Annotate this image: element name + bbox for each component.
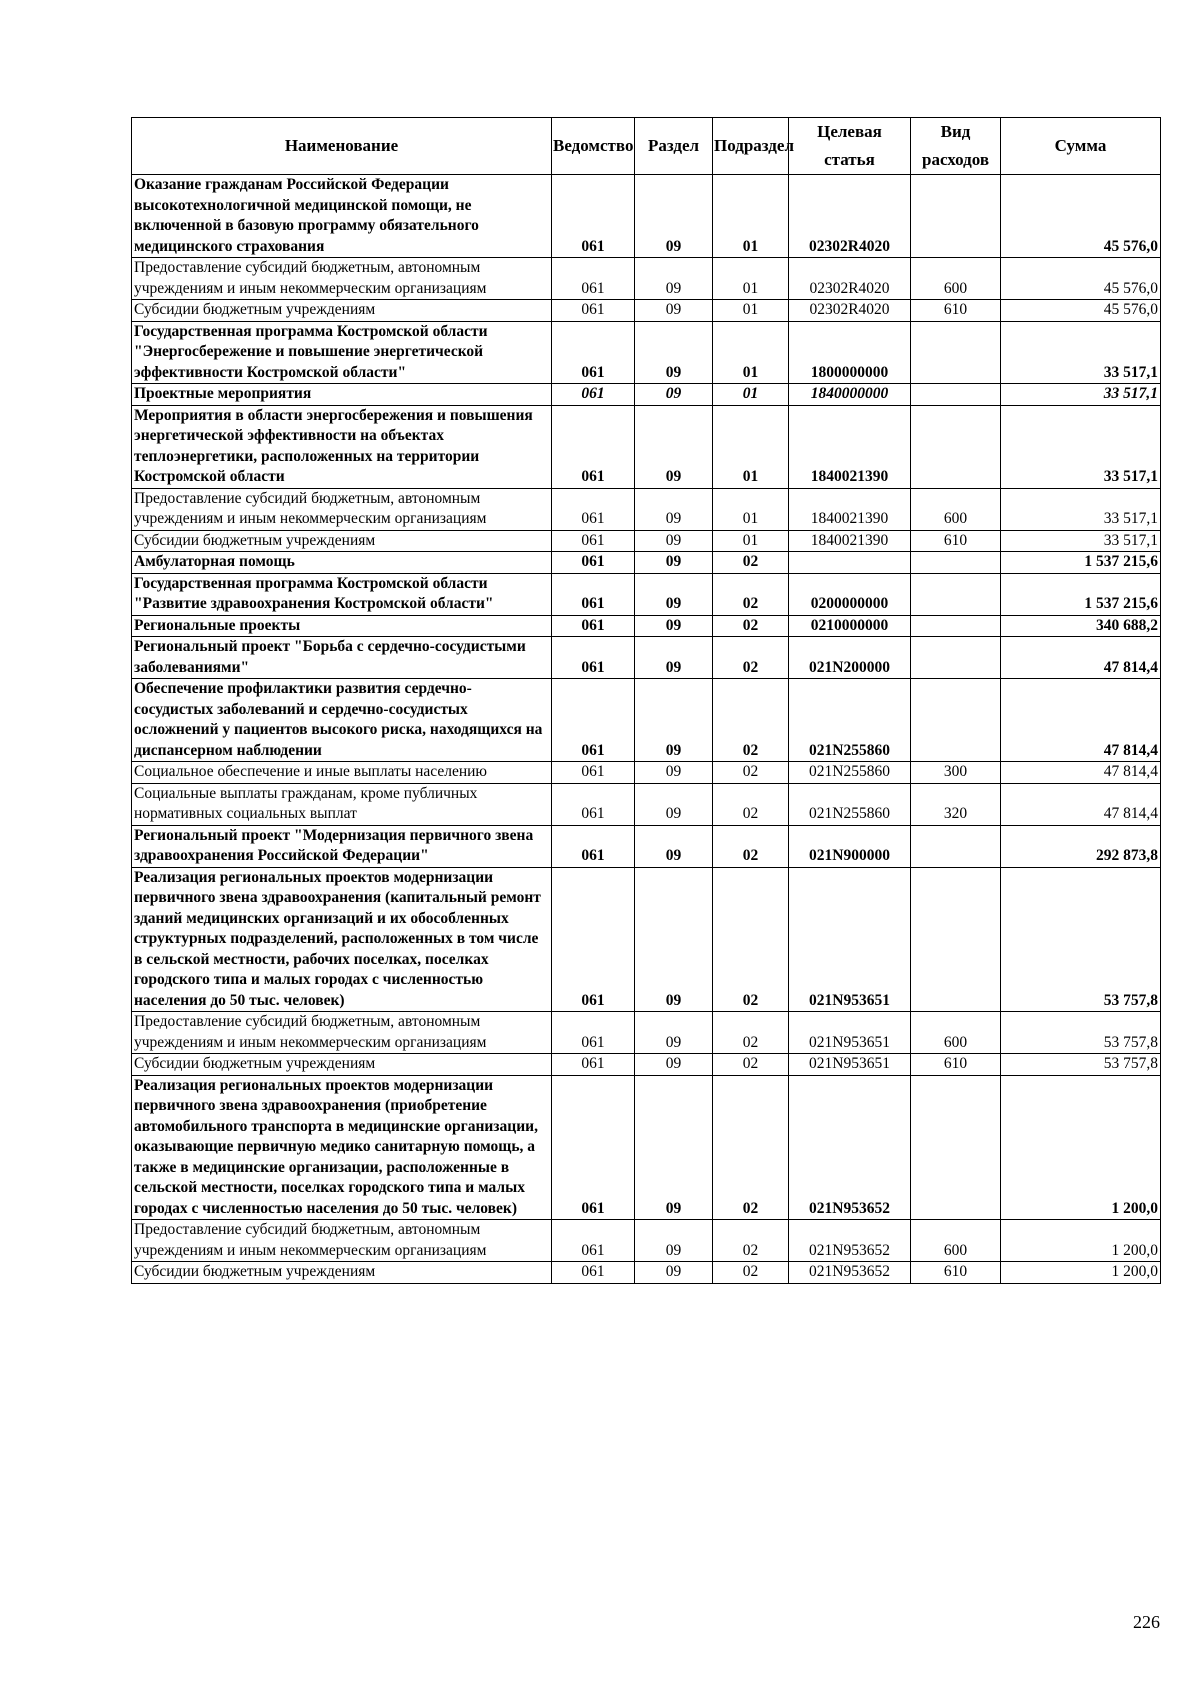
cell-name: Социальное обеспечение и иные выплаты населению — [132, 762, 552, 784]
cell-dept: 061 — [552, 825, 635, 867]
cell-name: Оказание гражданам Российской Федерации высокотехнологичной медицинской помощи, не включенной в базовую программу обязательного медицинского страхования — [132, 175, 552, 258]
cell-subsection: 02 — [713, 1012, 789, 1054]
cell-type — [911, 552, 1001, 574]
cell-name: Социальные выплаты гражданам, кроме публичных нормативных социальных выплат — [132, 783, 552, 825]
cell-type: 600 — [911, 1012, 1001, 1054]
cell-type: 610 — [911, 1262, 1001, 1284]
cell-type — [911, 321, 1001, 384]
table-row — [132, 300, 1161, 322]
cell-dept: 061 — [552, 573, 635, 615]
cell-section: 09 — [635, 530, 713, 552]
cell-sum: 1 200,0 — [1001, 1075, 1161, 1220]
cell-sum: 33 517,1 — [1001, 488, 1161, 530]
cell-subsection: 02 — [713, 1220, 789, 1262]
cell-dept: 061 — [552, 637, 635, 679]
table-row — [132, 405, 1161, 488]
cell-sum: 33 517,1 — [1001, 384, 1161, 406]
cell-target: 0200000000 — [789, 573, 911, 615]
cell-type: 320 — [911, 783, 1001, 825]
cell-subsection: 02 — [713, 1075, 789, 1220]
cell-dept: 061 — [552, 1220, 635, 1262]
table-body — [132, 175, 1161, 1284]
cell-subsection: 02 — [713, 1054, 789, 1076]
cell-dept: 061 — [552, 762, 635, 784]
table-row — [132, 488, 1161, 530]
cell-subsection: 01 — [713, 405, 789, 488]
cell-target: 021N953652 — [789, 1075, 911, 1220]
cell-section: 09 — [635, 679, 713, 762]
cell-dept: 061 — [552, 488, 635, 530]
cell-target: 021N953651 — [789, 1054, 911, 1076]
cell-type — [911, 637, 1001, 679]
cell-target: 021N200000 — [789, 637, 911, 679]
cell-section: 09 — [635, 258, 713, 300]
table-row — [132, 573, 1161, 615]
cell-type — [911, 615, 1001, 637]
cell-section: 09 — [635, 762, 713, 784]
cell-type: 600 — [911, 488, 1001, 530]
cell-type — [911, 679, 1001, 762]
cell-name: Региональный проект "Борьба с сердечно-сосудистыми заболеваниями" — [132, 637, 552, 679]
table-row — [132, 175, 1161, 258]
cell-dept: 061 — [552, 321, 635, 384]
cell-name: Предоставление субсидий бюджетным, автономным учреждениям и иным некоммерческим организациям — [132, 1012, 552, 1054]
cell-type — [911, 573, 1001, 615]
cell-type — [911, 825, 1001, 867]
cell-dept: 061 — [552, 1054, 635, 1076]
cell-subsection: 02 — [713, 1262, 789, 1284]
cell-target: 0210000000 — [789, 615, 911, 637]
cell-section: 09 — [635, 405, 713, 488]
budget-table — [131, 117, 1161, 1284]
cell-sum: 33 517,1 — [1001, 405, 1161, 488]
cell-sum: 47 814,4 — [1001, 637, 1161, 679]
header-target: Целевая статья — [789, 118, 911, 175]
cell-dept: 061 — [552, 783, 635, 825]
cell-dept: 061 — [552, 615, 635, 637]
cell-target: 02302R4020 — [789, 300, 911, 322]
cell-sum: 340 688,2 — [1001, 615, 1161, 637]
cell-type: 600 — [911, 258, 1001, 300]
cell-dept: 061 — [552, 1262, 635, 1284]
table-row — [132, 1220, 1161, 1262]
cell-section: 09 — [635, 552, 713, 574]
cell-dept: 061 — [552, 679, 635, 762]
table-row — [132, 679, 1161, 762]
cell-section: 09 — [635, 637, 713, 679]
header-sum: Сумма — [1001, 118, 1161, 175]
cell-type — [911, 384, 1001, 406]
cell-sum: 47 814,4 — [1001, 762, 1161, 784]
cell-subsection: 02 — [713, 573, 789, 615]
cell-target: 1840000000 — [789, 384, 911, 406]
cell-section: 09 — [635, 1220, 713, 1262]
cell-subsection: 02 — [713, 637, 789, 679]
cell-section: 09 — [635, 384, 713, 406]
cell-subsection: 02 — [713, 783, 789, 825]
cell-target: 1840021390 — [789, 530, 911, 552]
cell-sum: 47 814,4 — [1001, 679, 1161, 762]
cell-name: Субсидии бюджетным учреждениям — [132, 300, 552, 322]
cell-name: Амбулаторная помощь — [132, 552, 552, 574]
cell-sum: 1 200,0 — [1001, 1220, 1161, 1262]
table-row — [132, 1262, 1161, 1284]
cell-name: Государственная программа Костромской области "Энергосбережение и повышение энергетической эффективности Костромской области" — [132, 321, 552, 384]
cell-sum: 53 757,8 — [1001, 867, 1161, 1012]
header-subsection: Подраздел — [713, 118, 789, 175]
cell-name: Субсидии бюджетным учреждениям — [132, 1054, 552, 1076]
table-row — [132, 1012, 1161, 1054]
cell-sum: 1 200,0 — [1001, 1262, 1161, 1284]
cell-section: 09 — [635, 825, 713, 867]
cell-subsection: 01 — [713, 530, 789, 552]
cell-target: 02302R4020 — [789, 175, 911, 258]
cell-name: Реализация региональных проектов модернизации первичного звена здравоохранения (капитальный ремонт зданий медицинских организаций и их обособленных структурных подразделений, расположенных в том числе в сельской местности, рабочих поселках, поселках городского типа и малых городах с численностью населения до 50 тыс. человек) — [132, 867, 552, 1012]
table-row — [132, 384, 1161, 406]
cell-section: 09 — [635, 1054, 713, 1076]
cell-dept: 061 — [552, 1075, 635, 1220]
cell-target — [789, 552, 911, 574]
cell-type: 610 — [911, 1054, 1001, 1076]
table-row — [132, 530, 1161, 552]
cell-section: 09 — [635, 1012, 713, 1054]
cell-name: Мероприятия в области энергосбережения и повышения энергетической эффективности на объектах теплоэнергетики, расположенных на территории Костромской области — [132, 405, 552, 488]
cell-subsection: 02 — [713, 762, 789, 784]
cell-subsection: 02 — [713, 552, 789, 574]
cell-target: 021N255860 — [789, 783, 911, 825]
cell-target: 021N953652 — [789, 1262, 911, 1284]
cell-name: Проектные мероприятия — [132, 384, 552, 406]
cell-section: 09 — [635, 615, 713, 637]
cell-type — [911, 175, 1001, 258]
cell-section: 09 — [635, 783, 713, 825]
table-row — [132, 1075, 1161, 1220]
cell-section: 09 — [635, 1262, 713, 1284]
cell-section: 09 — [635, 488, 713, 530]
cell-target: 021N953651 — [789, 1012, 911, 1054]
cell-type — [911, 405, 1001, 488]
cell-subsection: 01 — [713, 300, 789, 322]
cell-section: 09 — [635, 175, 713, 258]
table-row — [132, 762, 1161, 784]
cell-type — [911, 1075, 1001, 1220]
cell-target: 021N900000 — [789, 825, 911, 867]
cell-dept: 061 — [552, 405, 635, 488]
cell-sum: 45 576,0 — [1001, 258, 1161, 300]
cell-sum: 33 517,1 — [1001, 530, 1161, 552]
cell-name: Предоставление субсидий бюджетным, автономным учреждениям и иным некоммерческим организациям — [132, 488, 552, 530]
cell-sum: 53 757,8 — [1001, 1054, 1161, 1076]
table-row — [132, 552, 1161, 574]
header-section: Раздел — [635, 118, 713, 175]
cell-dept: 061 — [552, 300, 635, 322]
cell-name: Региональные проекты — [132, 615, 552, 637]
cell-dept: 061 — [552, 258, 635, 300]
cell-subsection: 02 — [713, 867, 789, 1012]
cell-sum: 45 576,0 — [1001, 175, 1161, 258]
cell-target: 021N953651 — [789, 867, 911, 1012]
cell-type — [911, 867, 1001, 1012]
cell-section: 09 — [635, 1075, 713, 1220]
table-row — [132, 637, 1161, 679]
cell-section: 09 — [635, 573, 713, 615]
cell-name: Государственная программа Костромской области "Развитие здравоохранения Костромской области" — [132, 573, 552, 615]
cell-type: 610 — [911, 300, 1001, 322]
cell-section: 09 — [635, 321, 713, 384]
table-row — [132, 825, 1161, 867]
table-row — [132, 783, 1161, 825]
cell-type: 300 — [911, 762, 1001, 784]
cell-dept: 061 — [552, 175, 635, 258]
cell-name: Предоставление субсидий бюджетным, автономным учреждениям и иным некоммерческим организациям — [132, 258, 552, 300]
header-dept: Ведомство — [552, 118, 635, 175]
cell-subsection: 01 — [713, 384, 789, 406]
cell-target: 02302R4020 — [789, 258, 911, 300]
cell-name: Региональный проект "Модернизация первичного звена здравоохранения Российской Федерации" — [132, 825, 552, 867]
cell-sum: 1 537 215,6 — [1001, 573, 1161, 615]
cell-dept: 061 — [552, 867, 635, 1012]
cell-subsection: 01 — [713, 321, 789, 384]
cell-target: 021N255860 — [789, 762, 911, 784]
cell-subsection: 01 — [713, 258, 789, 300]
cell-dept: 061 — [552, 552, 635, 574]
cell-subsection: 01 — [713, 175, 789, 258]
cell-target: 021N255860 — [789, 679, 911, 762]
table-row — [132, 867, 1161, 1012]
cell-target: 1840021390 — [789, 488, 911, 530]
cell-name: Реализация региональных проектов модернизации первичного звена здравоохранения (приобретение автомобильного транспорта в медицинские организации, оказывающие первичную медико санитарную помощь, а также в медицинские организации, расположенные в сельской местности, поселках городского типа и малых городах с численностью населения до 50 тыс. человек) — [132, 1075, 552, 1220]
cell-sum: 47 814,4 — [1001, 783, 1161, 825]
cell-subsection: 01 — [713, 488, 789, 530]
cell-target: 021N953652 — [789, 1220, 911, 1262]
cell-section: 09 — [635, 300, 713, 322]
cell-target: 1840021390 — [789, 405, 911, 488]
cell-dept: 061 — [552, 530, 635, 552]
table-row — [132, 258, 1161, 300]
table-row — [132, 1054, 1161, 1076]
cell-subsection: 02 — [713, 615, 789, 637]
header-type: Вид расходов — [911, 118, 1001, 175]
cell-sum: 45 576,0 — [1001, 300, 1161, 322]
cell-subsection: 02 — [713, 825, 789, 867]
cell-sum: 33 517,1 — [1001, 321, 1161, 384]
cell-name: Субсидии бюджетным учреждениям — [132, 530, 552, 552]
cell-name: Обеспечение профилактики развития сердечно-сосудистых заболеваний и сердечно-сосудистых осложнений у пациентов высокого риска, находящихся на диспансерном наблюдении — [132, 679, 552, 762]
table-row — [132, 615, 1161, 637]
table-header-row — [132, 118, 1161, 175]
header-name: Наименование — [132, 118, 552, 175]
cell-target: 1800000000 — [789, 321, 911, 384]
cell-section: 09 — [635, 867, 713, 1012]
table-row — [132, 321, 1161, 384]
cell-dept: 061 — [552, 1012, 635, 1054]
cell-sum: 1 537 215,6 — [1001, 552, 1161, 574]
cell-name: Субсидии бюджетным учреждениям — [132, 1262, 552, 1284]
cell-name: Предоставление субсидий бюджетным, автономным учреждениям и иным некоммерческим организациям — [132, 1220, 552, 1262]
cell-sum: 53 757,8 — [1001, 1012, 1161, 1054]
cell-type: 600 — [911, 1220, 1001, 1262]
page-number: 226 — [1133, 1612, 1160, 1632]
cell-sum: 292 873,8 — [1001, 825, 1161, 867]
cell-dept: 061 — [552, 384, 635, 406]
cell-type: 610 — [911, 530, 1001, 552]
cell-subsection: 02 — [713, 679, 789, 762]
